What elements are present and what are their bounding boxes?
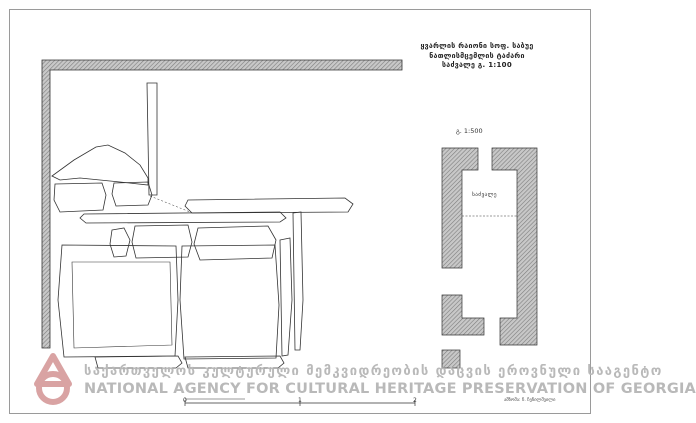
inset-wall-right bbox=[492, 148, 537, 345]
stone-5 bbox=[194, 226, 276, 260]
stone-4 bbox=[132, 225, 192, 258]
stone-2 bbox=[112, 182, 152, 206]
author-note: ამზომა: ჩ. ჩენილშვილი bbox=[504, 398, 556, 403]
title-line-1: ყვარლის რაიონი სოფ. საბუე bbox=[420, 42, 534, 50]
inset-wall-bottom-left bbox=[442, 295, 484, 335]
rubble-mound-outline bbox=[52, 145, 148, 185]
dashed-connector bbox=[150, 196, 190, 212]
title-block bbox=[392, 42, 562, 71]
inset-scale-label: გ. 1:500 bbox=[456, 127, 483, 135]
scale-tick-0: 0 bbox=[183, 397, 187, 404]
stone-right-vertical-1 bbox=[280, 238, 292, 356]
stone-beam-long bbox=[80, 212, 286, 223]
triple-knot-logo-icon bbox=[27, 350, 79, 410]
title-line-3: საძვალე გ. 1:100 bbox=[441, 61, 513, 69]
cell-right-outline bbox=[180, 245, 279, 359]
agency-name-english: NATIONAL AGENCY FOR CULTURAL HERITAGE PRESERVATION OF GEORGIA bbox=[84, 381, 696, 397]
stone-lintel-right bbox=[185, 198, 353, 213]
inset-plan bbox=[442, 148, 537, 368]
inset-room-label: საძვალე bbox=[472, 192, 497, 198]
title-line-2: ნათლისმცემლის ტაძარი bbox=[429, 51, 525, 60]
agency-name-georgian: საქართველოს კულტურული მემკვიდრეობის დაცვის ეროვნული სააგენტო bbox=[84, 364, 663, 379]
stone-right-vertical-2 bbox=[293, 212, 303, 350]
scale-tick-2: 2 bbox=[413, 397, 417, 404]
plan-wall-hatched bbox=[42, 60, 402, 348]
cell-left-inner bbox=[72, 262, 172, 348]
inset-wall-left bbox=[442, 148, 478, 268]
scale-tick-1: 1 bbox=[298, 397, 302, 404]
stone-tall-strip bbox=[147, 83, 157, 195]
stone-1 bbox=[54, 183, 106, 212]
stone-3 bbox=[110, 228, 130, 257]
